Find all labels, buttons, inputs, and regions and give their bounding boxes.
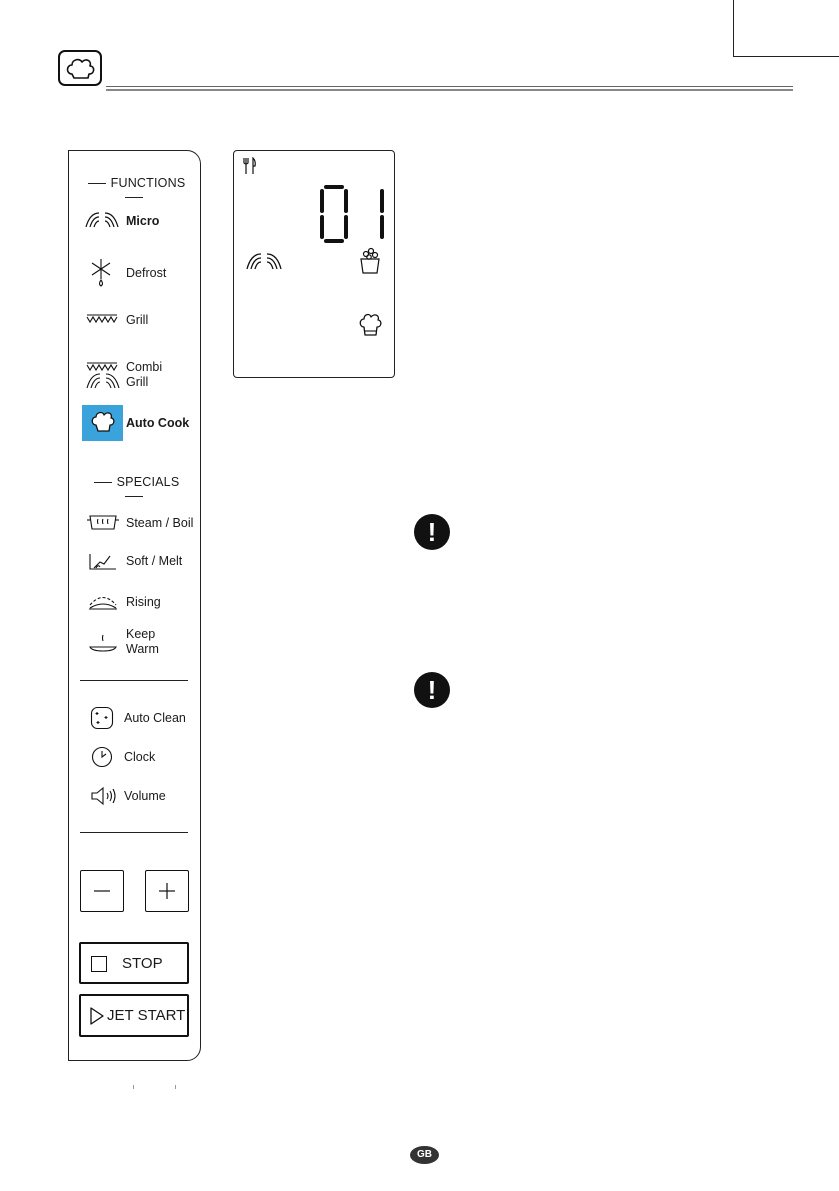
keep-warm-label-line2: Warm xyxy=(126,642,159,656)
steam-pot-icon xyxy=(86,512,120,532)
soft-melt-icon xyxy=(88,550,118,572)
combi-label-line2: Grill xyxy=(126,375,149,389)
panel-divider-1 xyxy=(80,680,188,681)
play-triangle-icon xyxy=(89,1007,105,1025)
panel-foot-mark-2 xyxy=(175,1085,176,1089)
chef-hat-header-icon xyxy=(58,50,102,86)
auto-clean-label: Auto Clean xyxy=(124,711,186,725)
functions-title: FUNCTIONS xyxy=(80,176,188,204)
display-chef-hat-icon xyxy=(358,313,382,339)
lcd-display xyxy=(233,150,395,378)
specials-title: SPECIALS xyxy=(80,475,188,503)
clock-label: Clock xyxy=(124,750,156,764)
language-badge: GB xyxy=(410,1146,439,1164)
defrost-label: Defrost xyxy=(126,266,167,280)
warning-icon: ! xyxy=(414,514,450,550)
grill-label: Grill xyxy=(126,313,149,327)
speaker-icon xyxy=(90,786,118,806)
panel-foot-mark xyxy=(133,1085,134,1089)
display-microwave-waves-icon xyxy=(246,251,282,271)
minus-icon xyxy=(80,870,124,912)
grill-icon xyxy=(86,313,118,325)
warning-icon-2: ! xyxy=(414,672,450,708)
plus-icon xyxy=(145,870,189,912)
steam-boil-label: Steam / Boil xyxy=(126,516,194,530)
combi-grill-icon xyxy=(86,362,120,390)
crop-mark-vertical xyxy=(733,56,839,57)
volume-label: Volume xyxy=(124,789,166,803)
combi-label-line1: Combi xyxy=(126,360,163,374)
keep-warm-icon xyxy=(87,632,119,654)
crop-mark-horizontal xyxy=(733,0,734,57)
auto-clean-icon xyxy=(90,706,114,730)
jet-start-button[interactable] xyxy=(79,994,189,1037)
stop-square-icon xyxy=(91,956,107,972)
header-rule-2 xyxy=(106,89,793,91)
microwave-waves-icon xyxy=(85,210,119,230)
auto-cook-label: Auto Cook xyxy=(126,416,190,430)
jet-start-label: JET START xyxy=(107,1007,186,1024)
panel-divider-2 xyxy=(80,832,188,833)
plus-button[interactable] xyxy=(145,870,189,912)
rising-dough-icon xyxy=(87,591,119,611)
snowflake-drop-icon xyxy=(90,258,112,288)
digit-display xyxy=(317,183,397,245)
chef-hat-icon xyxy=(89,410,117,436)
micro-label: Micro xyxy=(126,214,160,228)
minus-button[interactable] xyxy=(80,870,124,912)
keep-warm-label-line1: Keep xyxy=(126,627,156,641)
rising-label: Rising xyxy=(126,595,161,609)
clock-icon xyxy=(91,746,113,768)
popcorn-icon xyxy=(358,247,382,275)
stop-label: STOP xyxy=(122,955,163,972)
header-rule xyxy=(106,86,793,87)
stop-button[interactable] xyxy=(79,942,189,984)
soft-melt-label: Soft / Melt xyxy=(126,554,183,568)
cutlery-icon xyxy=(243,157,257,175)
